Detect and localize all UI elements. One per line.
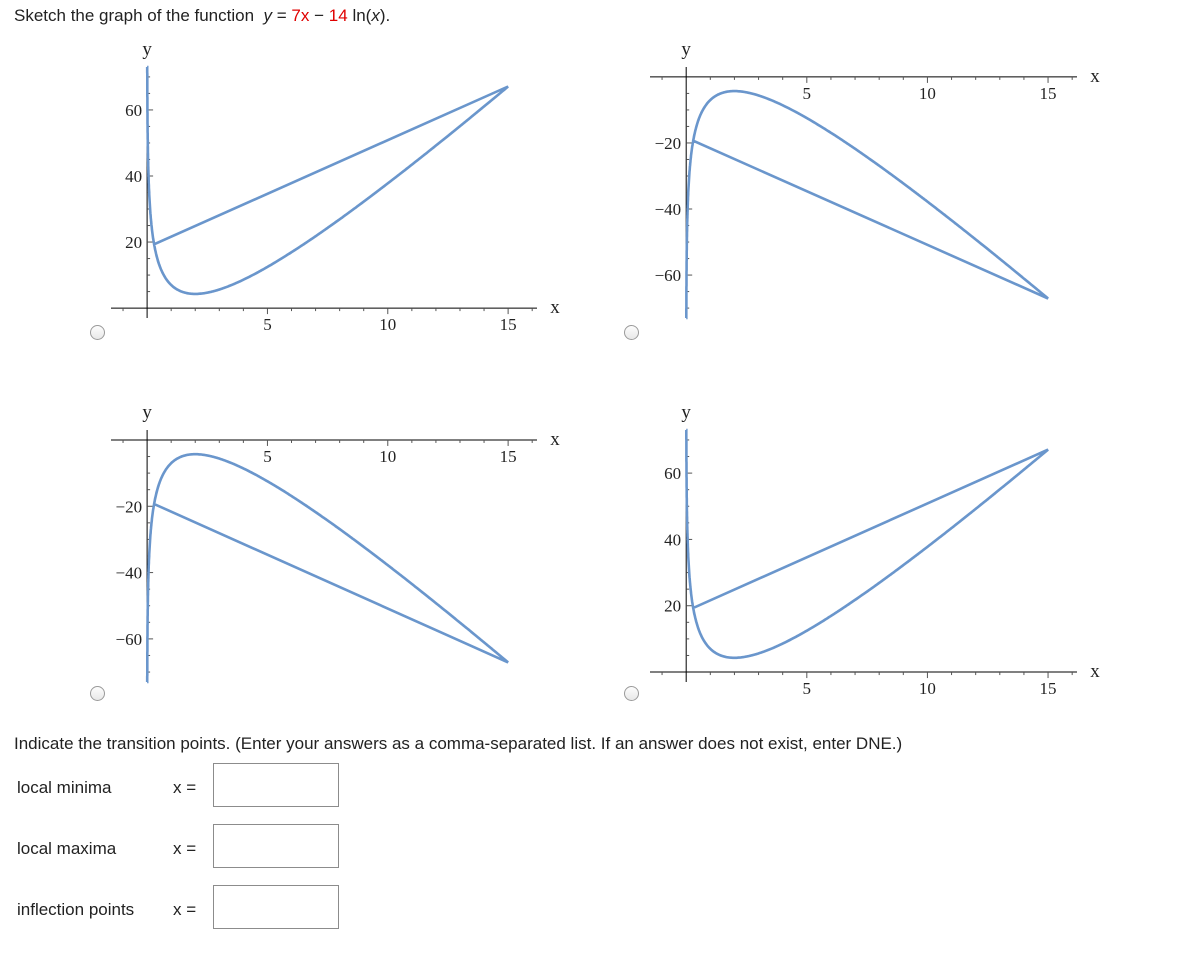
x-tick-label-10: 10 (918, 679, 936, 699)
x-tick-label-15: 15 (1039, 679, 1057, 699)
radio-option-1[interactable] (90, 325, 105, 340)
y-tick-label-40: 40 (125, 166, 143, 186)
local-maxima-input[interactable] (213, 824, 339, 868)
instruction-text: Indicate the transition points. (Enter your answers as a comma-separated list. If an answer does not exist, enter DNE.) (14, 734, 903, 753)
graph-4-group (650, 402, 1100, 698)
prompt-func-close: ). (379, 6, 391, 25)
prompt-var-x: x (371, 6, 380, 25)
x-axis-label: x (550, 428, 560, 450)
prompt-equals: = (276, 6, 287, 25)
y-tick-label--40: −40 (654, 200, 682, 220)
x-tick-label-5: 5 (802, 679, 812, 699)
y-tick-label-20: 20 (664, 596, 682, 616)
local-maxima-x-equals: x = (173, 839, 197, 858)
x-tick-label-5: 5 (802, 83, 812, 103)
function-curve (686, 430, 1048, 658)
x-axis-label: x (550, 297, 560, 319)
y-axis-label: y (681, 402, 691, 423)
y-tick-label--20: −20 (654, 133, 682, 153)
radio-option-2[interactable] (624, 325, 639, 340)
local-minima-x-equals: x = (173, 778, 197, 797)
prompt-term2: 14 (328, 6, 348, 25)
prompt-term1: 7x (291, 6, 310, 25)
y-tick-label--40: −40 (115, 563, 143, 583)
prompt-func-open: ln( (352, 6, 372, 25)
x-tick-label-10: 10 (918, 83, 936, 103)
x-tick-label-15: 15 (499, 315, 517, 335)
prompt-minus: − (314, 6, 325, 25)
x-tick-label-5: 5 (263, 315, 272, 335)
x-tick-label-10: 10 (379, 315, 397, 335)
inflection-points-label: inflection points (17, 900, 135, 919)
radio-option-4[interactable] (624, 686, 639, 701)
y-tick-label-40: 40 (664, 530, 682, 550)
inflection-points-x-equals: x = (173, 900, 197, 919)
x-axis-label: x (1090, 661, 1100, 683)
y-tick-label-60: 60 (664, 464, 682, 484)
x-tick-label-5: 5 (263, 446, 272, 466)
y-axis-label: y (142, 402, 152, 423)
y-tick-label--60: −60 (115, 629, 143, 649)
prompt-var-y: y (263, 6, 273, 25)
y-tick-label-60: 60 (125, 100, 143, 120)
inflection-points-input[interactable] (213, 885, 339, 929)
x-tick-label-15: 15 (499, 446, 517, 466)
x-tick-label-15: 15 (1039, 83, 1057, 103)
prompt-lead: Sketch the graph of the function (14, 6, 255, 25)
x-tick-label-10: 10 (379, 446, 397, 466)
local-minima-label: local minima (17, 778, 112, 797)
y-tick-label--20: −20 (115, 497, 143, 517)
y-axis-label: y (142, 39, 152, 60)
radio-option-3[interactable] (90, 686, 105, 701)
local-minima-input[interactable] (213, 763, 339, 807)
local-maxima-label: local maxima (17, 839, 117, 858)
y-axis-label: y (681, 39, 691, 60)
x-axis-label: x (1090, 65, 1100, 87)
y-tick-label-20: 20 (125, 233, 143, 253)
y-tick-label--60: −60 (654, 266, 682, 286)
